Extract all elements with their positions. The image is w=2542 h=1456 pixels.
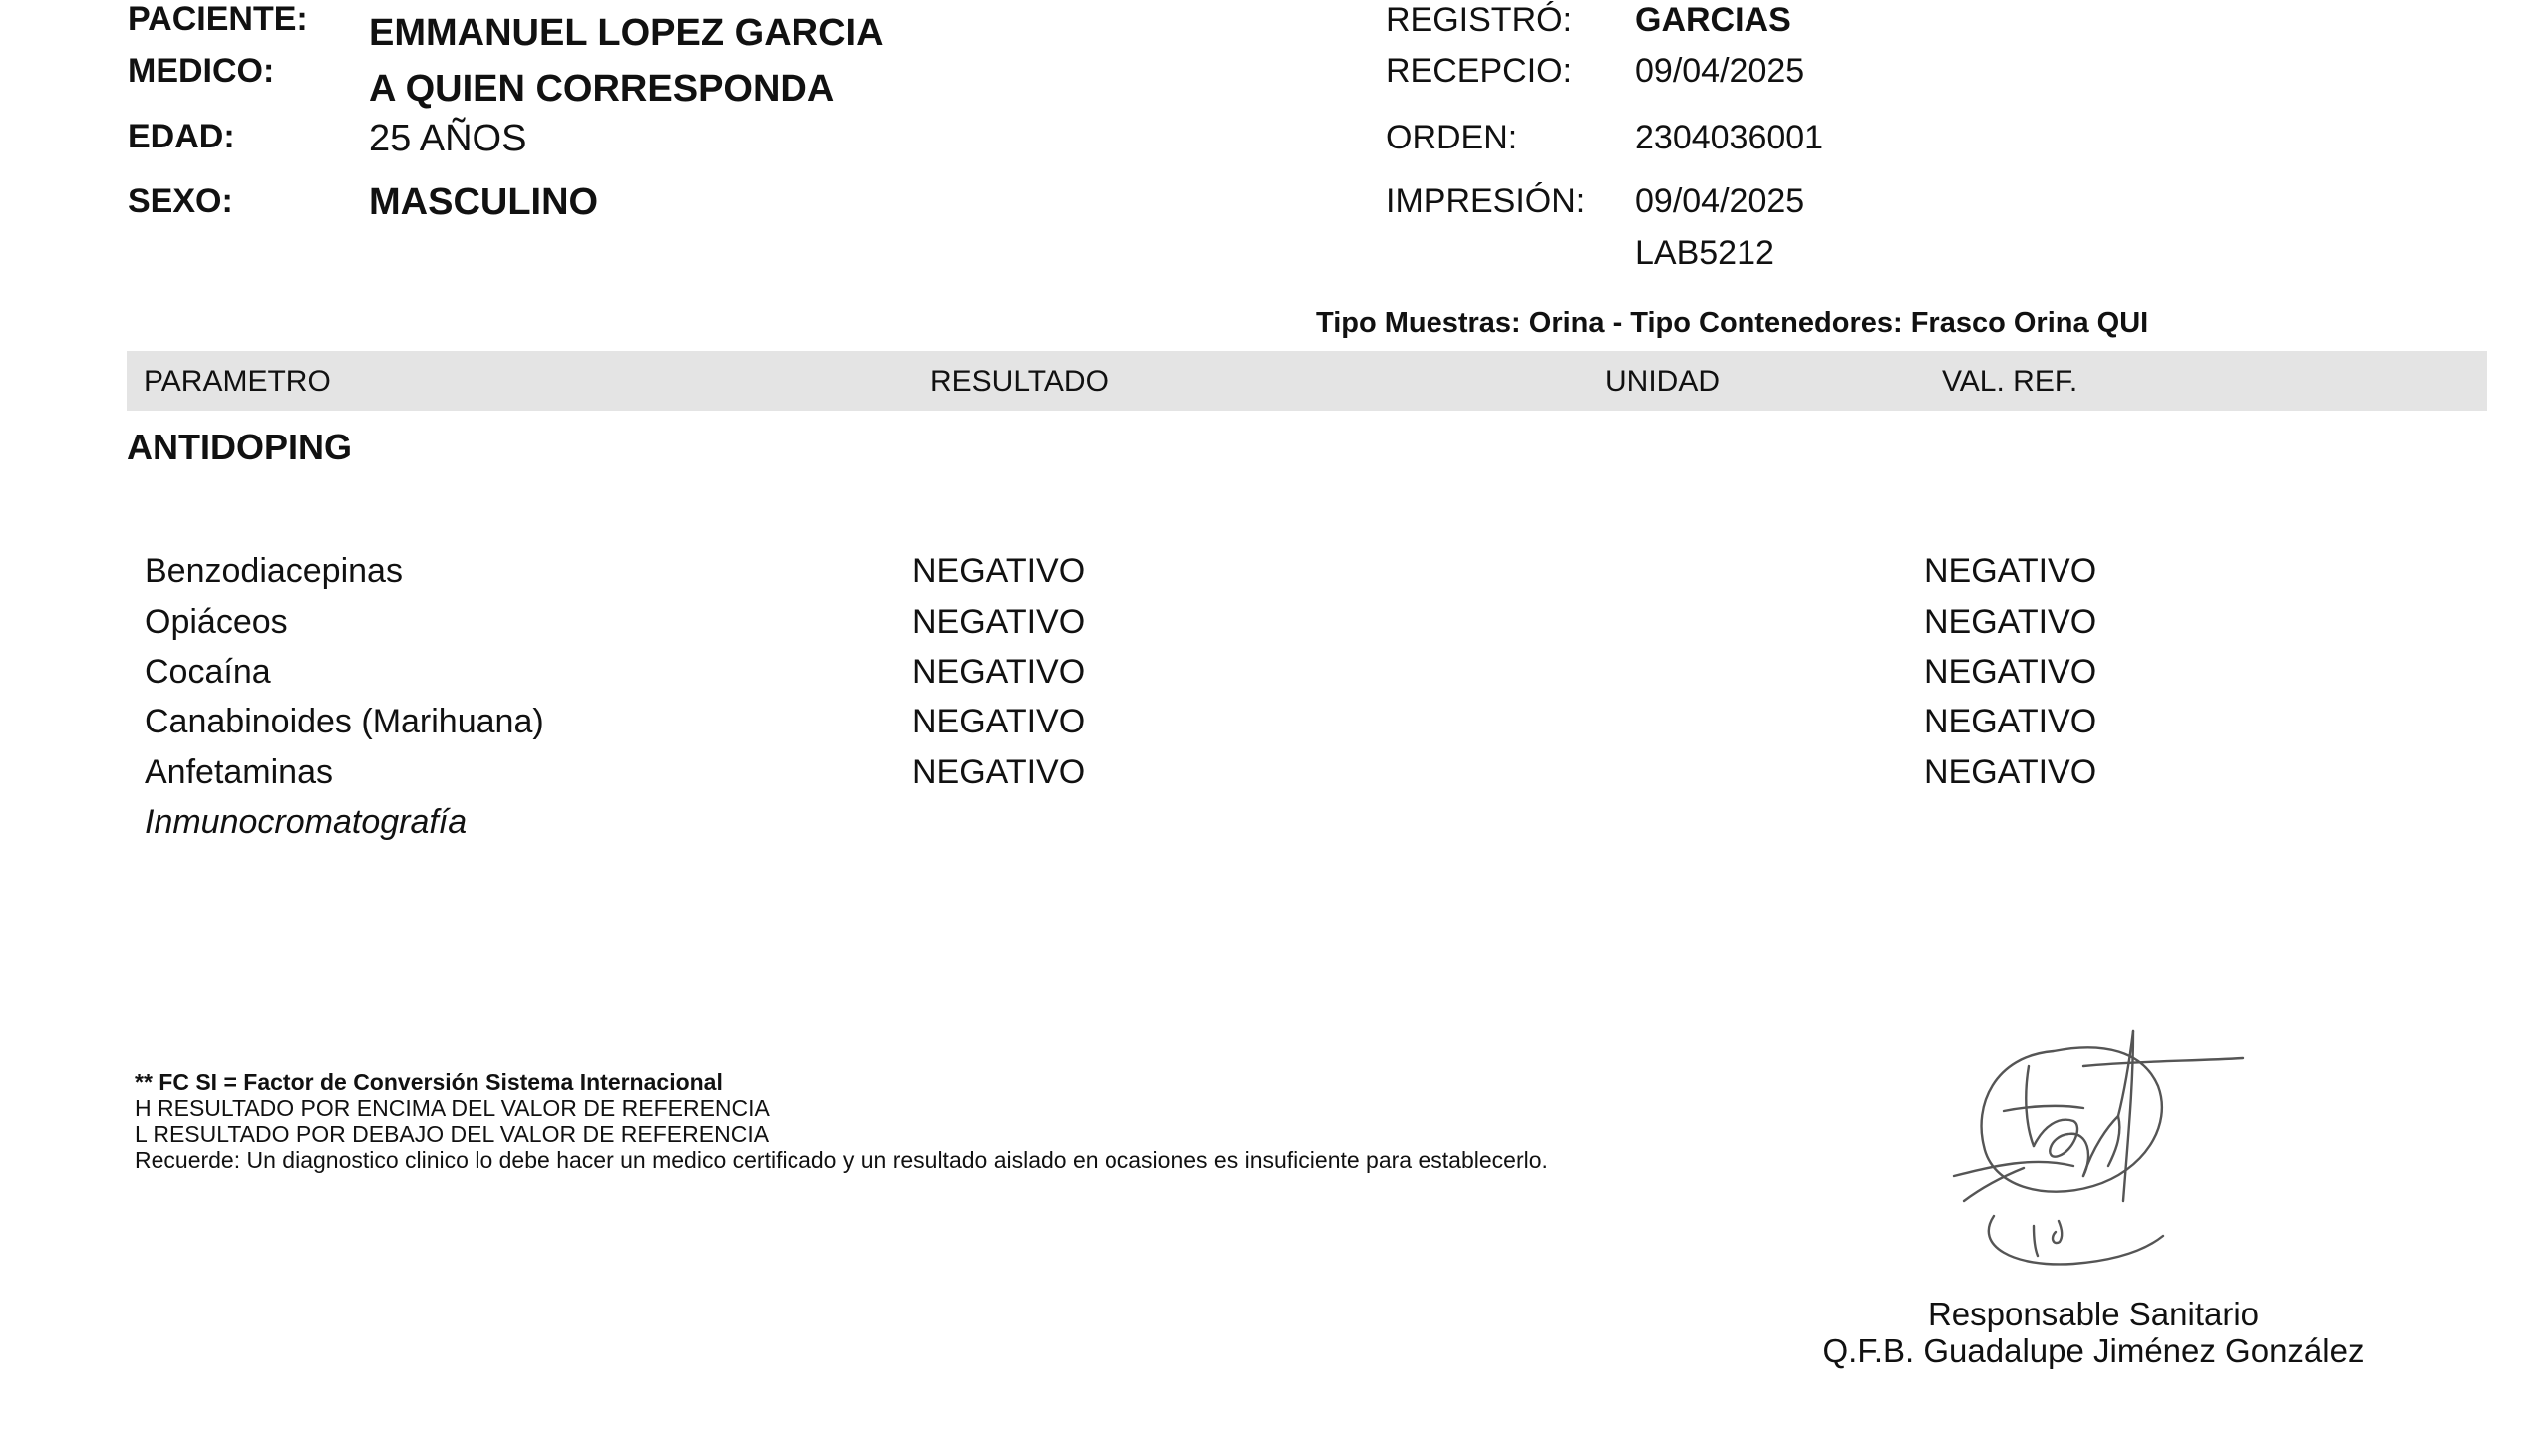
row-parameter: Anfetaminas	[145, 753, 333, 791]
row-reference: NEGATIVO	[1924, 653, 2097, 691]
section-title: ANTIDOPING	[127, 427, 353, 467]
header-result: RESULTADO	[930, 365, 1109, 398]
order-number: 2304036001	[1635, 119, 1824, 156]
footer-notes	[135, 1069, 1548, 1173]
note-fc-si: ** FC SI = Factor de Conversión Sistema Internacional	[135, 1069, 723, 1095]
row-reference: NEGATIVO	[1924, 603, 2097, 641]
signer-role: Responsable Sanitario	[1927, 1296, 2260, 1332]
note-low: L RESULTADO POR DEBAJO DEL VALOR DE REFERENCIA	[135, 1121, 770, 1147]
sex-value: MASCULINO	[369, 181, 599, 223]
row-result: NEGATIVO	[912, 603, 1086, 641]
patient-label: PACIENTE:	[128, 0, 308, 38]
row-reference: NEGATIVO	[1924, 552, 2097, 590]
row-parameter: Opiáceos	[145, 603, 288, 641]
row-reference: NEGATIVO	[1924, 753, 2097, 791]
header-reference: VAL. REF.	[1942, 365, 2078, 398]
note-high: H RESULTADO POR ENCIMA DEL VALOR DE REFERENCIA	[135, 1095, 770, 1121]
lab-code: LAB5212	[1635, 234, 1774, 272]
sample-info: Tipo Muestras: Orina - Tipo Contenedores: Frasco Orina QUI	[1316, 307, 2149, 339]
row-parameter: Canabinoides (Marihuana)	[145, 703, 544, 740]
print-date: 09/04/2025	[1635, 182, 1805, 220]
row-reference: NEGATIVO	[1924, 703, 2097, 740]
row-result: NEGATIVO	[912, 753, 1086, 791]
order-label: ORDEN:	[1386, 119, 1518, 156]
print-label: IMPRESIÓN:	[1386, 182, 1586, 220]
header-parameter: PARAMETRO	[144, 365, 331, 398]
note-disclaimer: Recuerde: Un diagnostico clinico lo debe hacer un medico certificado y un resultado aislado en ocasiones es insuficiente para establecerlo.	[135, 1147, 1548, 1173]
age-label: EDAD:	[128, 118, 235, 155]
reception-label: RECEPCIO:	[1386, 52, 1573, 90]
method-label: Inmunocromatografía	[145, 803, 468, 841]
row-parameter: Benzodiacepinas	[145, 552, 403, 590]
results-table-header	[127, 351, 2487, 411]
row-parameter: Cocaína	[145, 653, 271, 691]
row-result: NEGATIVO	[912, 703, 1086, 740]
row-result: NEGATIVO	[912, 653, 1086, 691]
reception-date: 09/04/2025	[1635, 52, 1805, 90]
registered-by-label: REGISTRÓ:	[1386, 1, 1573, 39]
signature-block	[1794, 1296, 2392, 1369]
doctor-name: A QUIEN CORRESPONDA	[369, 68, 835, 110]
patient-name: EMMANUEL LOPEZ GARCIA	[369, 12, 884, 54]
row-result: NEGATIVO	[912, 552, 1086, 590]
handwritten-signature	[1934, 1017, 2273, 1276]
sex-label: SEXO:	[128, 182, 233, 220]
signer-name: Q.F.B. Guadalupe Jiménez González	[1822, 1332, 2365, 1369]
doctor-label: MEDICO:	[128, 52, 275, 90]
header-unit: UNIDAD	[1605, 365, 1721, 398]
registered-by-value: GARCIAS	[1635, 1, 1791, 39]
age-value: 25 AÑOS	[369, 118, 527, 159]
